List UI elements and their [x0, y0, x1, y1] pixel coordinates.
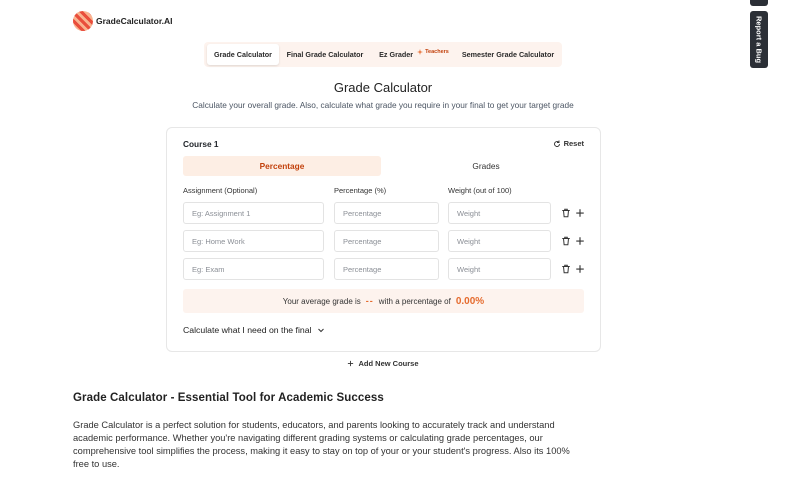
chevron-down-icon	[317, 326, 325, 334]
brand-logo[interactable]	[73, 11, 173, 31]
reset-label: Reset	[563, 139, 584, 148]
percentage-input[interactable]	[334, 230, 439, 252]
result-middle: with a percentage of	[378, 296, 451, 306]
top-right-tab[interactable]	[750, 0, 768, 6]
weight-input[interactable]	[448, 202, 551, 224]
trash-icon[interactable]	[561, 236, 571, 246]
assignment-input[interactable]	[183, 258, 324, 280]
mode-percentage-tab[interactable]: Percentage	[183, 156, 381, 176]
tab-final-grade-calculator[interactable]	[279, 44, 371, 65]
brand-name: GradeCalculator.AI	[96, 16, 173, 26]
mode-grades-tab[interactable]: Grades	[472, 161, 500, 171]
tab-grade-calculator[interactable]	[207, 44, 279, 65]
trash-icon[interactable]	[561, 264, 571, 274]
result-grade: --	[365, 296, 374, 306]
average-grade-banner	[183, 289, 584, 313]
report-bug-button[interactable]	[750, 11, 768, 68]
tab-label: Semester Grade Calculator	[461, 50, 555, 59]
plus-icon[interactable]	[575, 264, 585, 274]
trash-icon[interactable]	[561, 208, 571, 218]
plus-icon[interactable]	[575, 236, 585, 246]
report-bug-label: Report a Bug	[754, 15, 764, 64]
plus-icon	[347, 360, 354, 367]
page-subtitle: Calculate your overall grade. Also, calculate what grade you require in your final to get your target grade	[192, 100, 574, 110]
logo-icon	[73, 11, 93, 31]
course-title: Course 1	[183, 139, 219, 149]
tab-semester-grade-calculator[interactable]	[457, 44, 559, 65]
calculate-final-label: Calculate what I need on the final	[183, 325, 312, 335]
tab-label: Final Grade Calculator	[286, 50, 364, 59]
assignment-input[interactable]	[183, 202, 324, 224]
calculate-final-toggle[interactable]	[183, 325, 325, 335]
assignment-column-label: Assignment (Optional)	[183, 186, 258, 195]
tab-label: Ez Grader	[379, 50, 414, 59]
tab-label: Grade Calculator	[214, 50, 272, 59]
plus-icon[interactable]	[575, 208, 585, 218]
weight-input[interactable]	[448, 258, 551, 280]
result-prefix: Your average grade is	[282, 296, 361, 306]
result-percentage: 0.00%	[455, 295, 485, 307]
percentage-input[interactable]	[334, 202, 439, 224]
refresh-icon	[553, 140, 561, 148]
course-card	[166, 127, 601, 352]
percentage-column-label: Percentage (%)	[334, 186, 387, 195]
article-title: Grade Calculator - Essential Tool for Academic Success	[73, 392, 384, 404]
add-course-label: Add New Course	[358, 359, 419, 368]
weight-column-label: Weight (out of 100)	[448, 186, 512, 195]
calculator-nav	[204, 42, 562, 67]
badge-label: Teachers	[425, 48, 449, 55]
add-course-row	[0, 359, 766, 368]
article-body: Grade Calculator is a perfect solution for students, educators, and parents looking to accurately track and understand academic performance. Whether you're navigating different grading systems or calculating grade percentages, our comprehensive tool simplifies the process, making it easy to stay on top of your or your student's progress. Also its 100% free to use.	[73, 420, 570, 469]
assignment-input[interactable]	[183, 230, 324, 252]
reset-button[interactable]	[553, 139, 584, 148]
tab-ez-grader[interactable]	[371, 44, 457, 65]
percentage-input[interactable]	[334, 258, 439, 280]
page-title: Grade Calculator	[333, 80, 433, 95]
sparkle-icon	[417, 49, 423, 55]
weight-input[interactable]	[448, 230, 551, 252]
add-new-course-button[interactable]	[347, 359, 418, 368]
teachers-badge	[417, 49, 449, 55]
